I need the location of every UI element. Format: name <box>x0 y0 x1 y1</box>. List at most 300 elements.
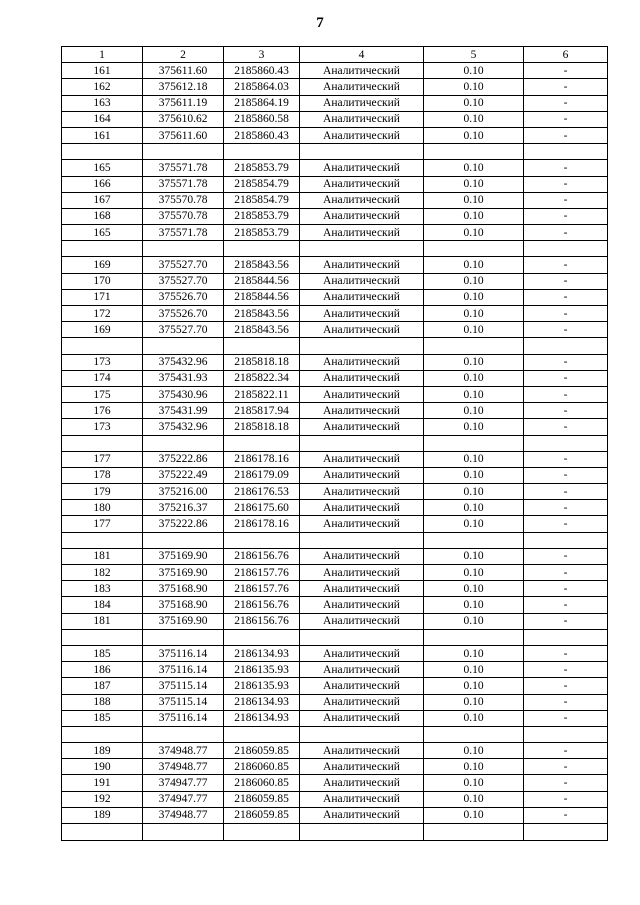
empty-cell <box>300 824 424 841</box>
accuracy-cell: 0.10 <box>424 775 524 791</box>
column-header-4: 4 <box>300 47 424 63</box>
empty-cell <box>300 629 424 645</box>
note-cell: - <box>524 565 608 581</box>
point-number-cell: 179 <box>62 484 143 500</box>
point-number-cell: 164 <box>62 111 143 127</box>
note-cell: - <box>524 95 608 111</box>
note-cell: - <box>524 63 608 79</box>
column-header-5: 5 <box>424 47 524 63</box>
y-coordinate-cell: 2186135.93 <box>224 662 300 678</box>
table-row <box>62 613 608 629</box>
accuracy-cell: 0.10 <box>424 710 524 726</box>
accuracy-cell: 0.10 <box>424 484 524 500</box>
accuracy-cell: 0.10 <box>424 257 524 273</box>
column-header-6: 6 <box>524 47 608 63</box>
note-cell: - <box>524 759 608 775</box>
accuracy-cell: 0.10 <box>424 386 524 402</box>
y-coordinate-cell: 2185853.79 <box>224 225 300 241</box>
separator-row <box>62 824 608 841</box>
note-cell: - <box>524 160 608 176</box>
empty-cell <box>524 629 608 645</box>
table-row <box>62 322 608 338</box>
empty-cell <box>143 144 224 160</box>
empty-cell <box>524 435 608 451</box>
empty-cell <box>300 144 424 160</box>
x-coordinate-cell: 375116.14 <box>143 645 224 661</box>
y-coordinate-cell: 2185853.79 <box>224 208 300 224</box>
method-cell: Аналитический <box>300 613 424 629</box>
y-coordinate-cell: 2186157.76 <box>224 581 300 597</box>
y-coordinate-cell: 2185843.56 <box>224 306 300 322</box>
table-row <box>62 79 608 95</box>
table-row <box>62 95 608 111</box>
y-coordinate-cell: 2185860.43 <box>224 127 300 143</box>
method-cell: Аналитический <box>300 807 424 823</box>
note-cell: - <box>524 467 608 483</box>
accuracy-cell: 0.10 <box>424 645 524 661</box>
y-coordinate-cell: 2186157.76 <box>224 565 300 581</box>
x-coordinate-cell: 375571.78 <box>143 160 224 176</box>
method-cell: Аналитический <box>300 403 424 419</box>
point-number-cell: 186 <box>62 662 143 678</box>
method-cell: Аналитический <box>300 467 424 483</box>
accuracy-cell: 0.10 <box>424 743 524 759</box>
table-row <box>62 176 608 192</box>
empty-cell <box>62 824 143 841</box>
table-row <box>62 678 608 694</box>
point-number-cell: 178 <box>62 467 143 483</box>
x-coordinate-cell: 374948.77 <box>143 743 224 759</box>
accuracy-cell: 0.10 <box>424 565 524 581</box>
x-coordinate-cell: 375431.99 <box>143 403 224 419</box>
point-number-cell: 169 <box>62 322 143 338</box>
method-cell: Аналитический <box>300 386 424 402</box>
y-coordinate-cell: 2186059.85 <box>224 791 300 807</box>
column-header-2: 2 <box>143 47 224 63</box>
x-coordinate-cell: 375432.96 <box>143 419 224 435</box>
y-coordinate-cell: 2186134.93 <box>224 694 300 710</box>
empty-cell <box>300 338 424 354</box>
accuracy-cell: 0.10 <box>424 467 524 483</box>
y-coordinate-cell: 2186176.53 <box>224 484 300 500</box>
accuracy-cell: 0.10 <box>424 516 524 532</box>
x-coordinate-cell: 375222.86 <box>143 451 224 467</box>
empty-cell <box>143 435 224 451</box>
x-coordinate-cell: 375611.19 <box>143 95 224 111</box>
separator-row <box>62 726 608 742</box>
empty-cell <box>300 532 424 548</box>
point-number-cell: 177 <box>62 451 143 467</box>
point-number-cell: 175 <box>62 386 143 402</box>
y-coordinate-cell: 2185854.79 <box>224 192 300 208</box>
note-cell: - <box>524 694 608 710</box>
note-cell: - <box>524 306 608 322</box>
y-coordinate-cell: 2185860.43 <box>224 63 300 79</box>
table-row <box>62 759 608 775</box>
method-cell: Аналитический <box>300 306 424 322</box>
point-number-cell: 180 <box>62 500 143 516</box>
point-number-cell: 171 <box>62 289 143 305</box>
point-number-cell: 174 <box>62 370 143 386</box>
empty-cell <box>224 338 300 354</box>
y-coordinate-cell: 2185844.56 <box>224 273 300 289</box>
empty-cell <box>524 338 608 354</box>
accuracy-cell: 0.10 <box>424 354 524 370</box>
note-cell: - <box>524 581 608 597</box>
empty-cell <box>143 726 224 742</box>
empty-cell <box>62 338 143 354</box>
note-cell: - <box>524 775 608 791</box>
y-coordinate-cell: 2185860.58 <box>224 111 300 127</box>
x-coordinate-cell: 375116.14 <box>143 710 224 726</box>
accuracy-cell: 0.10 <box>424 597 524 613</box>
note-cell: - <box>524 273 608 289</box>
note-cell: - <box>524 127 608 143</box>
empty-cell <box>62 241 143 257</box>
separator-row <box>62 532 608 548</box>
note-cell: - <box>524 597 608 613</box>
accuracy-cell: 0.10 <box>424 273 524 289</box>
x-coordinate-cell: 374947.77 <box>143 775 224 791</box>
method-cell: Аналитический <box>300 419 424 435</box>
method-cell: Аналитический <box>300 225 424 241</box>
method-cell: Аналитический <box>300 127 424 143</box>
x-coordinate-cell: 375526.70 <box>143 289 224 305</box>
empty-cell <box>424 241 524 257</box>
note-cell: - <box>524 500 608 516</box>
point-number-cell: 166 <box>62 176 143 192</box>
empty-cell <box>143 241 224 257</box>
table-row <box>62 565 608 581</box>
method-cell: Аналитический <box>300 111 424 127</box>
point-number-cell: 163 <box>62 95 143 111</box>
point-number-cell: 173 <box>62 354 143 370</box>
x-coordinate-cell: 375430.96 <box>143 386 224 402</box>
y-coordinate-cell: 2186134.93 <box>224 645 300 661</box>
table-row <box>62 111 608 127</box>
empty-cell <box>224 241 300 257</box>
point-number-cell: 172 <box>62 306 143 322</box>
y-coordinate-cell: 2186059.85 <box>224 807 300 823</box>
method-cell: Аналитический <box>300 160 424 176</box>
y-coordinate-cell: 2186060.85 <box>224 775 300 791</box>
note-cell: - <box>524 516 608 532</box>
y-coordinate-cell: 2185843.56 <box>224 322 300 338</box>
empty-cell <box>424 144 524 160</box>
separator-row <box>62 435 608 451</box>
x-coordinate-cell: 374947.77 <box>143 791 224 807</box>
y-coordinate-cell: 2185854.79 <box>224 176 300 192</box>
table-row <box>62 775 608 791</box>
method-cell: Аналитический <box>300 548 424 564</box>
note-cell: - <box>524 743 608 759</box>
point-number-cell: 181 <box>62 548 143 564</box>
accuracy-cell: 0.10 <box>424 289 524 305</box>
x-coordinate-cell: 375611.60 <box>143 63 224 79</box>
empty-cell <box>300 435 424 451</box>
point-number-cell: 189 <box>62 743 143 759</box>
point-number-cell: 192 <box>62 791 143 807</box>
y-coordinate-cell: 2185864.03 <box>224 79 300 95</box>
x-coordinate-cell: 375168.90 <box>143 597 224 613</box>
point-number-cell: 185 <box>62 645 143 661</box>
accuracy-cell: 0.10 <box>424 127 524 143</box>
note-cell: - <box>524 192 608 208</box>
x-coordinate-cell: 375432.96 <box>143 354 224 370</box>
table-row <box>62 273 608 289</box>
accuracy-cell: 0.10 <box>424 403 524 419</box>
accuracy-cell: 0.10 <box>424 500 524 516</box>
point-number-cell: 177 <box>62 516 143 532</box>
x-coordinate-cell: 375116.14 <box>143 662 224 678</box>
point-number-cell: 168 <box>62 208 143 224</box>
coordinates-table <box>61 46 608 841</box>
note-cell: - <box>524 225 608 241</box>
point-number-cell: 191 <box>62 775 143 791</box>
note-cell: - <box>524 176 608 192</box>
empty-cell <box>143 629 224 645</box>
note-cell: - <box>524 289 608 305</box>
empty-cell <box>224 144 300 160</box>
point-number-cell: 183 <box>62 581 143 597</box>
accuracy-cell: 0.10 <box>424 807 524 823</box>
y-coordinate-cell: 2185843.56 <box>224 257 300 273</box>
method-cell: Аналитический <box>300 662 424 678</box>
table-row <box>62 386 608 402</box>
table-row <box>62 192 608 208</box>
empty-cell <box>424 824 524 841</box>
method-cell: Аналитический <box>300 354 424 370</box>
x-coordinate-cell: 375610.62 <box>143 111 224 127</box>
point-number-cell: 161 <box>62 127 143 143</box>
empty-cell <box>524 144 608 160</box>
method-cell: Аналитический <box>300 192 424 208</box>
x-coordinate-cell: 375222.86 <box>143 516 224 532</box>
y-coordinate-cell: 2185817.94 <box>224 403 300 419</box>
accuracy-cell: 0.10 <box>424 176 524 192</box>
note-cell: - <box>524 662 608 678</box>
method-cell: Аналитический <box>300 565 424 581</box>
table-row <box>62 597 608 613</box>
table-row <box>62 306 608 322</box>
empty-cell <box>300 726 424 742</box>
accuracy-cell: 0.10 <box>424 419 524 435</box>
table-row <box>62 710 608 726</box>
separator-row <box>62 144 608 160</box>
point-number-cell: 182 <box>62 565 143 581</box>
note-cell: - <box>524 322 608 338</box>
empty-cell <box>524 241 608 257</box>
table-row <box>62 484 608 500</box>
note-cell: - <box>524 419 608 435</box>
empty-cell <box>224 532 300 548</box>
x-coordinate-cell: 375527.70 <box>143 273 224 289</box>
y-coordinate-cell: 2186060.85 <box>224 759 300 775</box>
note-cell: - <box>524 386 608 402</box>
note-cell: - <box>524 710 608 726</box>
y-coordinate-cell: 2186156.76 <box>224 548 300 564</box>
x-coordinate-cell: 375571.78 <box>143 176 224 192</box>
x-coordinate-cell: 375527.70 <box>143 257 224 273</box>
accuracy-cell: 0.10 <box>424 548 524 564</box>
accuracy-cell: 0.10 <box>424 694 524 710</box>
note-cell: - <box>524 354 608 370</box>
note-cell: - <box>524 678 608 694</box>
empty-cell <box>224 435 300 451</box>
point-number-cell: 185 <box>62 710 143 726</box>
method-cell: Аналитический <box>300 322 424 338</box>
note-cell: - <box>524 257 608 273</box>
empty-cell <box>300 241 424 257</box>
empty-cell <box>62 726 143 742</box>
empty-cell <box>62 144 143 160</box>
method-cell: Аналитический <box>300 208 424 224</box>
table-row <box>62 516 608 532</box>
method-cell: Аналитический <box>300 500 424 516</box>
table-header-row <box>62 47 608 63</box>
x-coordinate-cell: 375115.14 <box>143 694 224 710</box>
accuracy-cell: 0.10 <box>424 581 524 597</box>
table-row <box>62 662 608 678</box>
x-coordinate-cell: 375570.78 <box>143 192 224 208</box>
note-cell: - <box>524 484 608 500</box>
accuracy-cell: 0.10 <box>424 63 524 79</box>
accuracy-cell: 0.10 <box>424 208 524 224</box>
table-row <box>62 581 608 597</box>
point-number-cell: 165 <box>62 160 143 176</box>
table-row <box>62 225 608 241</box>
note-cell: - <box>524 613 608 629</box>
method-cell: Аналитический <box>300 257 424 273</box>
table-row <box>62 289 608 305</box>
method-cell: Аналитический <box>300 710 424 726</box>
accuracy-cell: 0.10 <box>424 79 524 95</box>
note-cell: - <box>524 79 608 95</box>
accuracy-cell: 0.10 <box>424 306 524 322</box>
empty-cell <box>524 726 608 742</box>
table-row <box>62 127 608 143</box>
x-coordinate-cell: 375169.90 <box>143 548 224 564</box>
empty-cell <box>524 532 608 548</box>
x-coordinate-cell: 375169.90 <box>143 565 224 581</box>
table-row <box>62 403 608 419</box>
note-cell: - <box>524 111 608 127</box>
table-row <box>62 354 608 370</box>
x-coordinate-cell: 375571.78 <box>143 225 224 241</box>
column-header-3: 3 <box>224 47 300 63</box>
empty-cell <box>143 532 224 548</box>
empty-cell <box>143 338 224 354</box>
x-coordinate-cell: 374948.77 <box>143 759 224 775</box>
empty-cell <box>143 824 224 841</box>
y-coordinate-cell: 2185864.19 <box>224 95 300 111</box>
method-cell: Аналитический <box>300 516 424 532</box>
table-row <box>62 645 608 661</box>
table-row <box>62 160 608 176</box>
y-coordinate-cell: 2185822.34 <box>224 370 300 386</box>
y-coordinate-cell: 2186135.93 <box>224 678 300 694</box>
empty-cell <box>424 629 524 645</box>
table-row <box>62 451 608 467</box>
table-row <box>62 63 608 79</box>
method-cell: Аналитический <box>300 176 424 192</box>
accuracy-cell: 0.10 <box>424 160 524 176</box>
empty-cell <box>62 435 143 451</box>
x-coordinate-cell: 375611.60 <box>143 127 224 143</box>
x-coordinate-cell: 375115.14 <box>143 678 224 694</box>
accuracy-cell: 0.10 <box>424 322 524 338</box>
separator-row <box>62 241 608 257</box>
y-coordinate-cell: 2186156.76 <box>224 597 300 613</box>
y-coordinate-cell: 2186156.76 <box>224 613 300 629</box>
accuracy-cell: 0.10 <box>424 225 524 241</box>
table-row <box>62 208 608 224</box>
y-coordinate-cell: 2185818.18 <box>224 354 300 370</box>
method-cell: Аналитический <box>300 775 424 791</box>
method-cell: Аналитический <box>300 370 424 386</box>
point-number-cell: 189 <box>62 807 143 823</box>
point-number-cell: 169 <box>62 257 143 273</box>
empty-cell <box>224 824 300 841</box>
point-number-cell: 165 <box>62 225 143 241</box>
empty-cell <box>424 726 524 742</box>
point-number-cell: 161 <box>62 63 143 79</box>
page-number: 7 <box>316 15 324 31</box>
x-coordinate-cell: 375431.93 <box>143 370 224 386</box>
point-number-cell: 167 <box>62 192 143 208</box>
point-number-cell: 176 <box>62 403 143 419</box>
y-coordinate-cell: 2186178.16 <box>224 516 300 532</box>
x-coordinate-cell: 375216.00 <box>143 484 224 500</box>
empty-cell <box>424 338 524 354</box>
accuracy-cell: 0.10 <box>424 613 524 629</box>
note-cell: - <box>524 791 608 807</box>
method-cell: Аналитический <box>300 597 424 613</box>
x-coordinate-cell: 375222.49 <box>143 467 224 483</box>
table-row <box>62 694 608 710</box>
empty-cell <box>524 824 608 841</box>
y-coordinate-cell: 2186059.85 <box>224 743 300 759</box>
method-cell: Аналитический <box>300 791 424 807</box>
accuracy-cell: 0.10 <box>424 678 524 694</box>
accuracy-cell: 0.10 <box>424 759 524 775</box>
note-cell: - <box>524 208 608 224</box>
empty-cell <box>62 629 143 645</box>
method-cell: Аналитический <box>300 273 424 289</box>
note-cell: - <box>524 807 608 823</box>
table-row <box>62 791 608 807</box>
accuracy-cell: 0.10 <box>424 451 524 467</box>
method-cell: Аналитический <box>300 645 424 661</box>
empty-cell <box>424 532 524 548</box>
separator-row <box>62 338 608 354</box>
accuracy-cell: 0.10 <box>424 370 524 386</box>
method-cell: Аналитический <box>300 63 424 79</box>
accuracy-cell: 0.10 <box>424 192 524 208</box>
x-coordinate-cell: 374948.77 <box>143 807 224 823</box>
point-number-cell: 187 <box>62 678 143 694</box>
table-row <box>62 743 608 759</box>
accuracy-cell: 0.10 <box>424 111 524 127</box>
method-cell: Аналитический <box>300 743 424 759</box>
column-header-1: 1 <box>62 47 143 63</box>
table-row <box>62 370 608 386</box>
point-number-cell: 188 <box>62 694 143 710</box>
table-body <box>62 63 608 841</box>
x-coordinate-cell: 375168.90 <box>143 581 224 597</box>
point-number-cell: 170 <box>62 273 143 289</box>
empty-cell <box>224 629 300 645</box>
